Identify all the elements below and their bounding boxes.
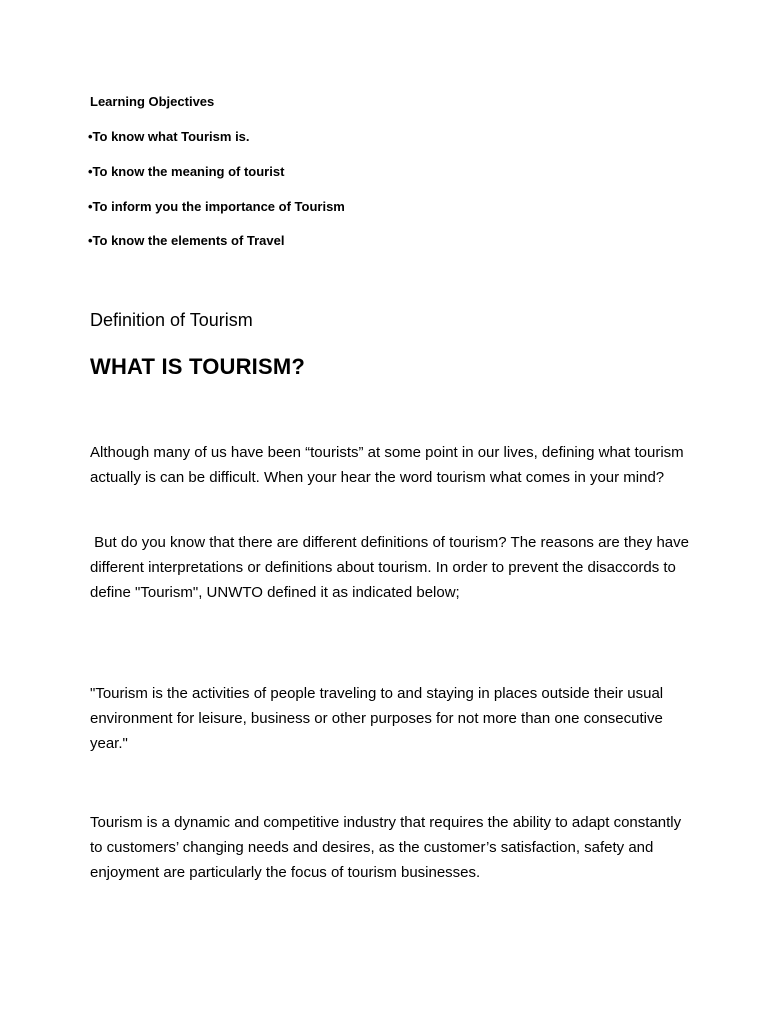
objective-item: •To know what Tourism is. bbox=[88, 129, 250, 144]
objective-item: •To know the elements of Travel bbox=[88, 233, 285, 248]
page-title: WHAT IS TOURISM? bbox=[90, 354, 306, 379]
paragraph: Tourism is a dynamic and competitive industry that requires the ability to adapt constantly to customers’ changing needs and desires, as the customer’s satisfaction, safety and enjoyment are particularly the focus of tourism businesses. bbox=[90, 814, 682, 881]
definition-quote: "Tourism is the activities of people traveling to and staying in places outside their usual environment for leisure, business or other purposes for not more than one consecutive year." bbox=[90, 685, 664, 752]
objective-item: •To know the meaning of tourist bbox=[88, 164, 285, 179]
objective-item: •To inform you the importance of Tourism bbox=[88, 199, 345, 214]
learning-objectives-heading: Learning Objectives bbox=[90, 94, 215, 109]
paragraph: But do you know that there are different definitions of tourism? The reasons are they have different interpretations or definitions about tourism. In order to prevent the disaccords to define "Tourism", UNWTO defined it as indicated below; bbox=[90, 534, 694, 601]
paragraph: Although many of us have been “tourists” at some point in our lives, defining what tourism actually is can be difficult. When your hear the word tourism what comes in your mind? bbox=[90, 444, 684, 486]
definition-subheading: Definition of Tourism bbox=[90, 310, 253, 330]
